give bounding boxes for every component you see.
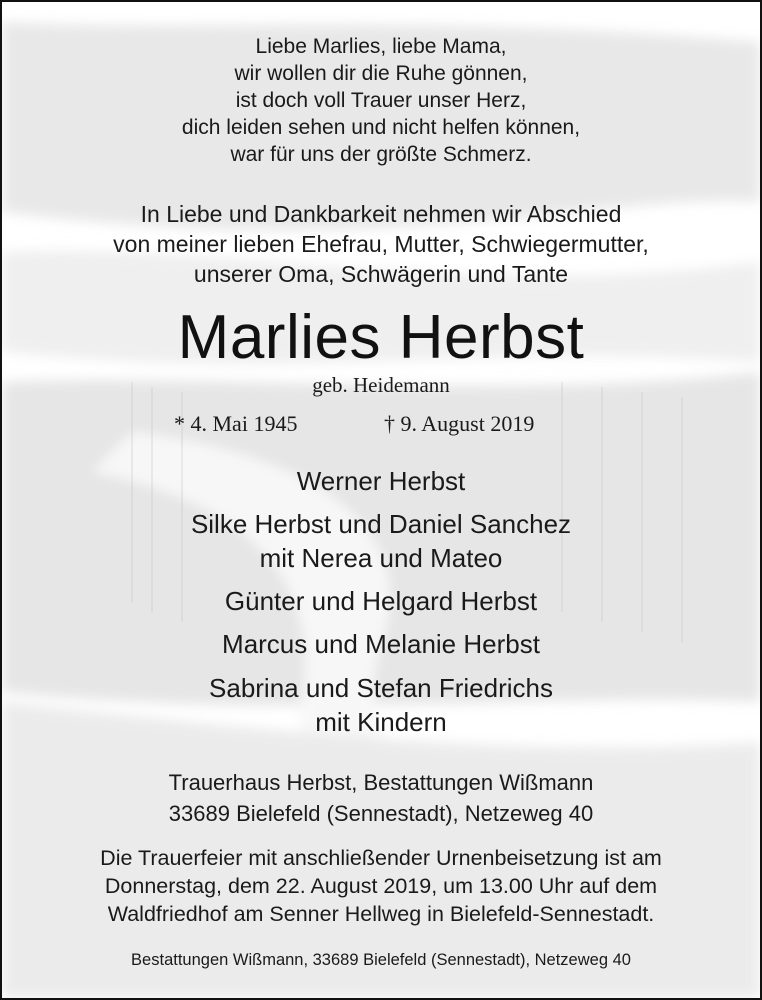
poem-line: dich leiden sehen und nicht helfen können, [181,116,581,139]
poem-line: Liebe Marlies, liebe Mama, [255,35,507,58]
mourner-line: mit Kindern [315,707,447,737]
mourner-line: mit Nerea und Mateo [259,543,503,573]
funeral-notice-line: Donnerstag, dem 22. August 2019, um 13.00 Uhr auf dem [104,874,658,898]
mourner-line: Werner Herbst [296,466,466,496]
life-dates [2,411,760,439]
funeral-notice-line: Die Trauerfeier mit anschließender Urnenbeisetzung ist am [100,846,662,870]
death-date: † 9. August 2019 [384,411,535,436]
poem-line: wir wollen dir die Ruhe gönnen, [234,62,528,85]
mourner-line: Marcus und Melanie Herbst [222,629,540,659]
mourner-line: Sabrina und Stefan Friedrichs [209,673,553,703]
intro-line: von meiner lieben Ehefrau, Mutter, Schwiegermutter, [113,231,649,257]
address-line: 33689 Bielefeld (Sennestadt), Netzeweg 40 [168,801,594,826]
mourner-line: Silke Herbst und Daniel Sanchez [190,509,572,539]
poem-line: war für uns der größte Schmerz. [230,143,532,166]
deceased-name: Marlies Herbst [177,303,585,372]
poem-line: ist doch voll Trauer unser Herz, [235,89,527,112]
intro-line: unserer Oma, Schwägerin und Tante [193,261,569,287]
address-line: Trauerhaus Herbst, Bestattungen Wißmann [168,770,594,795]
maiden-name: geb. Heidemann [312,373,450,397]
funeral-home-footer: Bestattungen Wißmann, 33689 Bielefeld (Sennestadt), Netzeweg 40 [131,951,631,969]
intro-line: In Liebe und Dankbarkeit nehmen wir Abschied [140,201,622,227]
mourner-line: Günter und Helgard Herbst [224,586,538,616]
birth-date: * 4. Mai 1945 [174,411,298,436]
funeral-notice-line: Waldfriedhof am Senner Hellweg in Bielefeld-Sennestadt. [107,902,655,926]
